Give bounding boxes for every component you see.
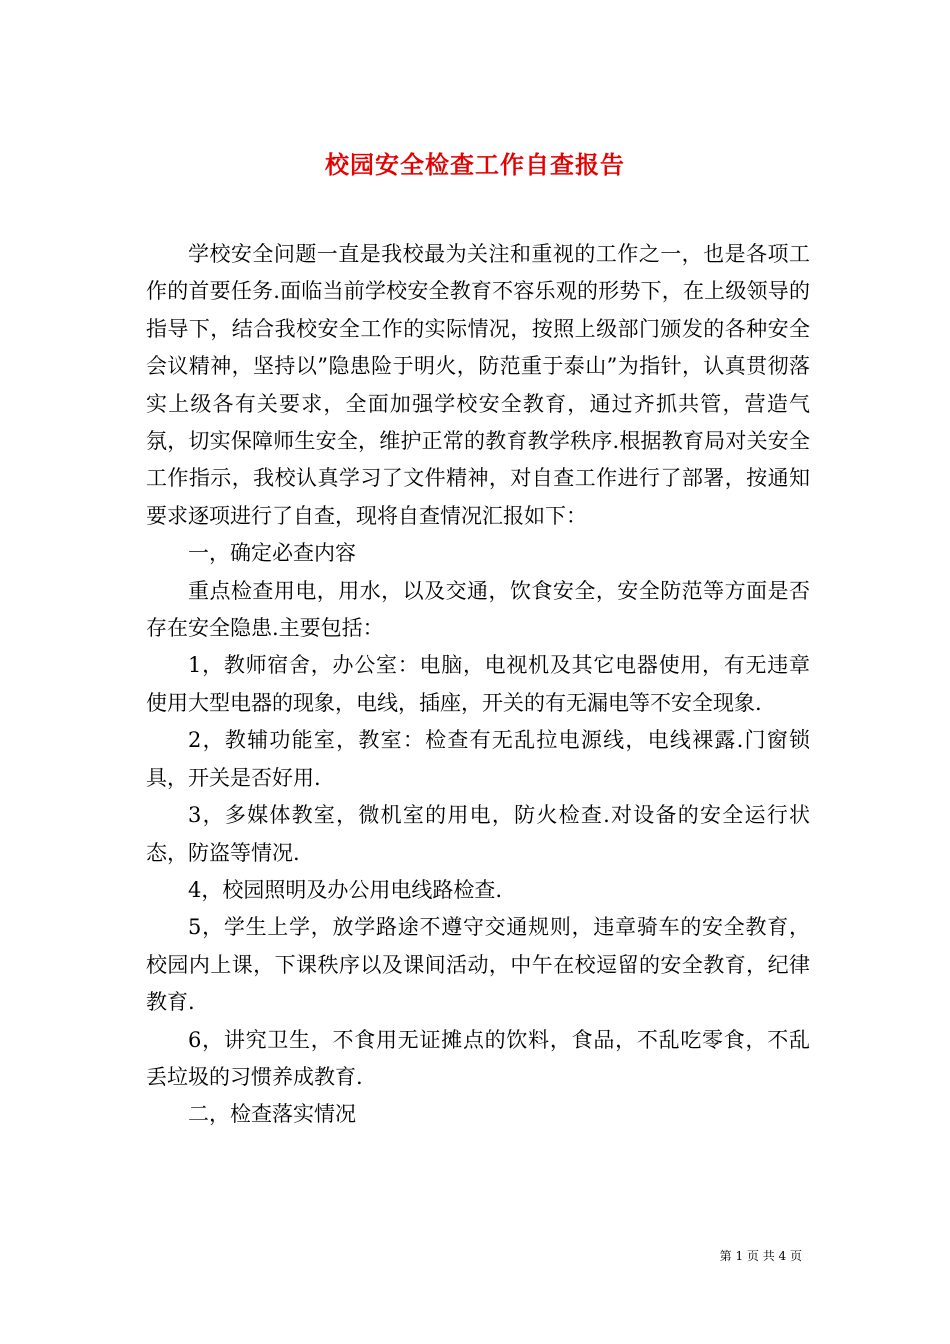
paragraph: 重点检查用电，用水，以及交通，饮食安全，安全防范等方面是否存在安全隐患.主要包括： — [146, 578, 810, 641]
page-number: 第 1 页 共 4 页 — [719, 1249, 802, 1263]
list-item: 5，学生上学，放学路途不遵守交通规则，违章骑车的安全教育，校园内上课，下课秩序以及课间活动，中午在校逗留的安全教育，纪律教育. — [146, 915, 810, 1015]
page-title: 校园安全检查工作自查报告 — [325, 150, 625, 180]
list-item: 6，讲究卫生，不食用无证摊点的饮料，食品，不乱吃零食，不乱丢垃圾的习惯养成教育. — [146, 1027, 810, 1089]
list-item: 1，教师宿舍，办公室：电脑，电视机及其它电器使用，有无违章使用大型电器的现象，电线，插座，开关的有无漏电等不安全现象. — [146, 653, 810, 715]
section-heading-2: 二，检查落实情况 — [188, 1102, 356, 1127]
list-item: 3，多媒体教室，微机室的用电，防火检查.对设备的安全运行状态，防盗等情况. — [146, 803, 810, 865]
section-heading-1: 一，确定必查内容 — [188, 541, 356, 566]
list-item: 4，校园照明及办公用电线路检查. — [188, 877, 503, 902]
document-body — [146, 236, 810, 1134]
paragraph-intro: 学校安全问题一直是我校最为关注和重视的工作之一，也是各项工作的首要任务.面临当前学校安全教育不容乐观的形势下，在上级领导的指导下，结合我校安全工作的实际情况，按照上级部门颁发的各种安全会议精神，坚持以”隐患险于明火，防范重于泰山”为指针，认真贯彻落实上级各有关要求，全面加强学校安全教育，通过齐抓共管，营造气氛，切实保障师生安全，维护正常的教育教学秩序.根据教育局对关安全工作指示，我校认真学习了文件精神，对自查工作进行了部署，按通知要求逐项进行了自查，现将自查情况汇报如下： — [146, 242, 810, 528]
list-item: 2，教辅功能室，教室：检查有无乱拉电源线，电线裸露.门窗锁具，开关是否好用. — [146, 728, 810, 790]
